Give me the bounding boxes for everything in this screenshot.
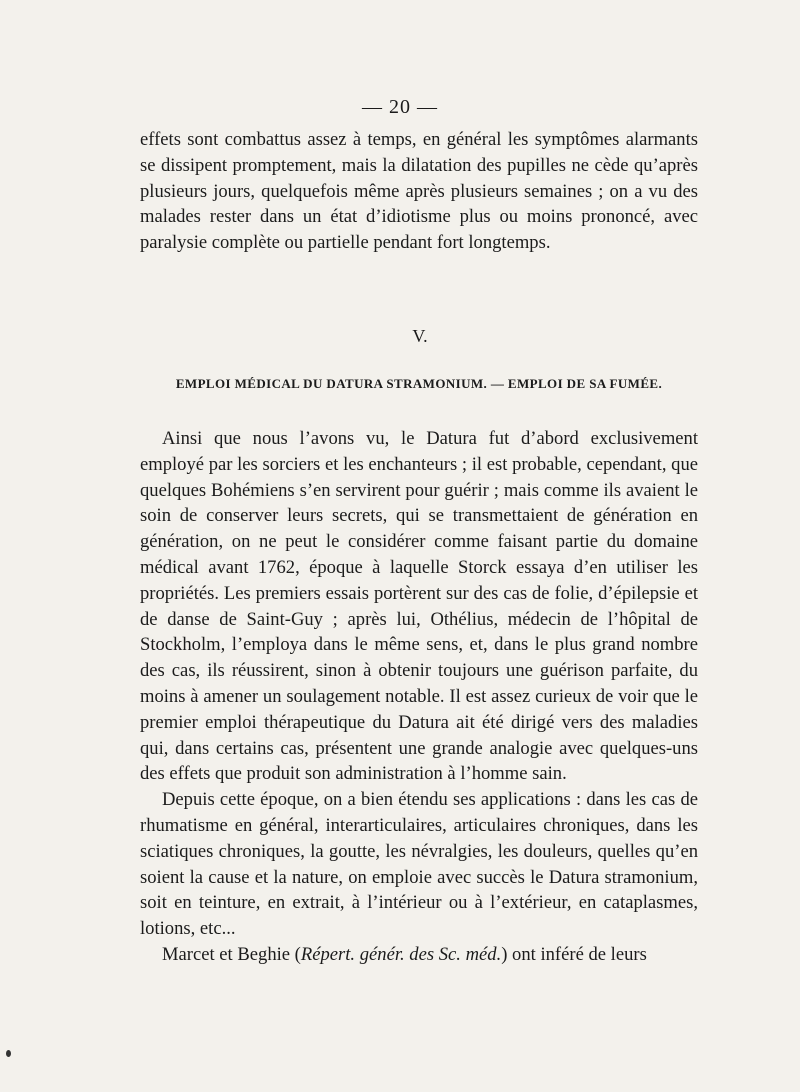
- paragraph-3: Depuis cette époque, on a bien étendu ses applications : dans les cas de rhumatisme en général, interarticulaires, articulaires chroniques, dans les sciatiques chroniques, la goutte, les névralgies, les douleurs, quelles qu’en soient la cause et la nature, on emploie avec succès le Datura stramonium, soit en teinture, en extrait, à l’intérieur ou à l’extérieur, en cataplasmes, lotions, etc...: [140, 789, 698, 940]
- citation: Répert. génér. des Sc. méd.: [300, 943, 502, 965]
- page-number: — 20 —: [362, 96, 438, 118]
- paragraph-1-text: effets sont combattus assez à temps, en général les symptômes alarmants se dissipent promptement, mais la dilatation des pupilles ne cède qu’après plusieurs jours, quelquefois même après plusieurs semaines ; on a vu des malades rester dans un état d’idiotisme plus ou moins prononcé, avec paralysie complète ou partielle pendant fort longtemps.: [140, 129, 698, 254]
- section-title: EMPLOI MÉDICAL DU DATURA STRAMONIUM. — EMPLOI DE SA FUMÉE.: [175, 376, 663, 391]
- section-body: [140, 426, 698, 968]
- paragraph-2: Ainsi que nous l’avons vu, le Datura fut d’abord exclusivement employé par les sorciers et les enchanteurs ; il est probable, cependant, que quelques Bohémiens s’en servirent pour guérir ; mais comme ils avaient le soin de conserver leurs secrets, qui se transmettaient de génération en génération, on ne peut le considérer comme faisant partie du domaine médical avant 1762, époque à laquelle Storck essaya d’en utiliser les propriétés. Les premiers essais portèrent sur des cas de folie, d’épilepsie et de danse de Saint-Guy ; après lui, Othélius, médecin de l’hôpital de Stockholm, l’employa dans le même sens, et, dans le plus grand nombre des cas, ils réussirent, sinon à obtenir toujours une guérison parfaite, du moins à amener un soulagement notable. Il est assez curieux de voir que le premier emploi thérapeutique du Datura ait été dirigé vers des maladies qui, dans certains cas, présentent une grande analogie avec quelques-uns des effets que produit son administration à l’homme sain.: [140, 428, 698, 785]
- paragraph-4-end: ) ont inféré de leurs: [501, 943, 647, 965]
- paragraph-continued: [140, 127, 698, 256]
- page-speck: [6, 1050, 11, 1057]
- section-number: V.: [412, 326, 428, 346]
- paragraph-4-start: Marcet et Beghie (: [162, 943, 301, 965]
- paragraph-4: [140, 942, 698, 968]
